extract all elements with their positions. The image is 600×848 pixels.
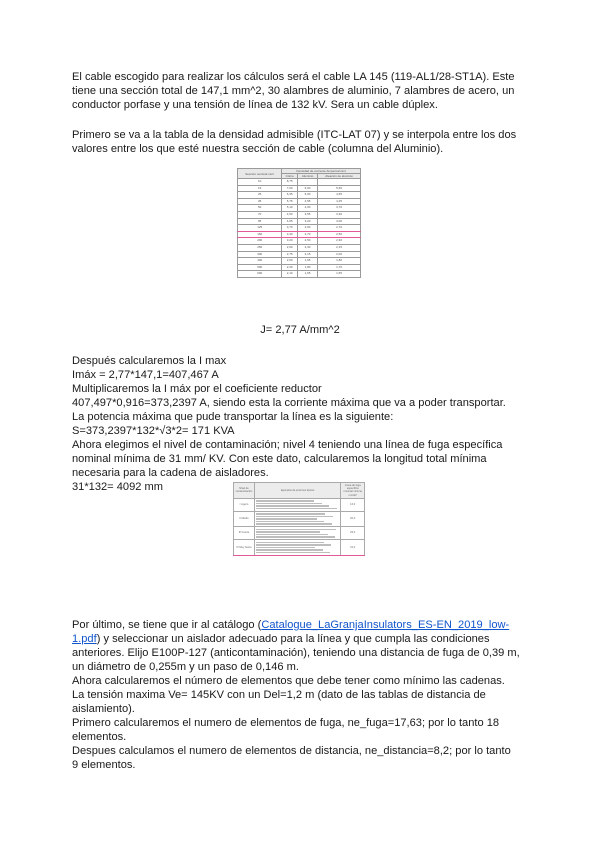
density-cell: 4,65 <box>318 192 361 199</box>
text-line: S=373,2397*132*√3*2= 171 KVA <box>72 425 235 437</box>
density-cell: 5,00 <box>297 192 317 199</box>
text-line: Primero calcularemos el numero de elementos de fuga, ne_fuga=17,63; por lo tanto 18 <box>72 717 500 729</box>
density-cell: 3,20 <box>297 218 317 225</box>
density-cell: 400 <box>238 258 282 265</box>
text-placeholder-bar <box>256 508 337 510</box>
text-placeholder-bar <box>256 549 323 551</box>
header-section: Sección nominal mm² <box>238 169 282 179</box>
text-line: La tensión maxima Ve= 145KV con un Del=1,2 m (dato de las tablas de distancia de <box>72 689 486 701</box>
pollution-table <box>233 482 365 556</box>
density-cell: 50 <box>238 205 282 212</box>
density-cell: 4,50 <box>282 211 298 218</box>
paragraph-catalogue <box>72 618 532 772</box>
pollution-creepage: 25,0 <box>341 527 365 540</box>
density-cell: 3,00 <box>318 218 361 225</box>
pollution-creepage: 16,0 <box>341 498 365 511</box>
density-cell <box>318 179 361 186</box>
density-row <box>238 271 361 278</box>
pollution-table-figure <box>233 482 365 604</box>
pollution-examples <box>254 511 340 527</box>
density-cell: 160 <box>238 231 282 238</box>
text-line: Ahora calcularemos el número de elementos que debe tener como mínimo las cadenas. <box>72 675 505 687</box>
density-cell: 2,15 <box>297 251 317 258</box>
pollution-row <box>234 511 365 527</box>
density-cell: 3,70 <box>282 225 298 232</box>
text-line: Imáx = 2,77*147,1=407,467 A <box>72 369 219 381</box>
density-cell: 300 <box>238 251 282 258</box>
text-line: La potencia máxima que pude transportar la línea es la siguiente: <box>72 411 394 423</box>
paragraph-calculations <box>72 354 532 494</box>
density-cell: 4,25 <box>318 198 361 205</box>
density-row <box>238 211 361 218</box>
density-cell: 250 <box>238 244 282 251</box>
header-group: Densidad de corriente Amperios/mm² <box>282 169 361 174</box>
text-placeholder-bar <box>256 518 317 520</box>
text-line: valores entre los que esté nuestra sección de cable (columna del Aluminio). <box>72 143 444 155</box>
text-line <box>72 618 532 632</box>
density-cell: 6,35 <box>282 192 298 199</box>
density-row <box>238 225 361 232</box>
text-line: Ahora elegimos el nivel de contaminación; nivel 4 teniendo una línea de fuga específica <box>72 439 503 451</box>
density-cell: 4,55 <box>297 198 317 205</box>
text-placeholder-bar <box>256 513 325 515</box>
text-line: Multiplicaremos la I máx por el coeficiente reductor <box>72 383 322 395</box>
text-line: 407,497*0,916=373,2397 A, siendo esta la corriente máxima que va a poder transportar. <box>72 397 506 409</box>
density-cell <box>297 179 317 186</box>
text-placeholder-bar <box>256 529 336 531</box>
density-cell: 35 <box>238 198 282 205</box>
density-row <box>238 244 361 251</box>
density-cell: 1,65 <box>297 271 317 278</box>
text-line: elementos. <box>72 731 127 743</box>
density-cell: 6,00 <box>297 185 317 192</box>
header-copper: Cobre <box>282 174 298 179</box>
density-cell: 5,60 <box>318 185 361 192</box>
density-cell: 8,75 <box>282 179 298 186</box>
pollution-level: IV Muy fuerte <box>234 540 255 556</box>
density-cell: 2,70 <box>297 231 317 238</box>
text-line: anteriores. Elijo E100P-127 (anticontaminación), teniendo una distancia de fuga de 0,39 m, <box>72 647 520 659</box>
density-cell: 1,70 <box>318 264 361 271</box>
density-table-figure <box>237 168 361 308</box>
text-run: ) y seleccionar un aislador adecuado para la línea y que cumpla las condiciones <box>96 633 490 645</box>
text-line: conductor porfase y una tensión de línea de 132 kV. Sera un cable dúplex. <box>72 99 438 111</box>
density-table-body <box>238 179 361 278</box>
text-placeholder-bar <box>256 534 328 536</box>
pollution-table-body <box>234 498 365 555</box>
text-placeholder-bar <box>256 536 335 538</box>
density-cell: 4,05 <box>282 218 298 225</box>
text-line: un diámetro de 0,255m y un paso de 0,146 m. <box>72 661 299 673</box>
density-cell: 95 <box>238 218 282 225</box>
text-line: Despues calculamos el numero de elementos de distancia, ne_distancia=8,2; por lo tanto <box>72 745 511 757</box>
density-cell: 2,50 <box>297 238 317 245</box>
density-cell: 2,00 <box>318 251 361 258</box>
text-line <box>72 632 532 646</box>
pollution-creepage: 20,0 <box>341 511 365 527</box>
density-cell: 2,70 <box>318 225 361 232</box>
text-placeholder-bar <box>256 503 322 505</box>
pollution-row <box>234 540 365 556</box>
density-row <box>238 192 361 199</box>
pollution-examples <box>254 498 340 511</box>
density-cell: 15 <box>238 185 282 192</box>
paragraph-cable <box>72 70 532 112</box>
header-alloy: Aleación de aluminio <box>318 174 361 179</box>
density-cell: 2,30 <box>318 238 361 245</box>
paragraph-density <box>72 128 532 156</box>
pollution-examples <box>254 540 340 556</box>
density-cell: 500 <box>238 264 282 271</box>
header-creepage: Línea de fuga específica nominal mínima mm/kV <box>341 483 365 499</box>
density-cell: 3,20 <box>282 238 298 245</box>
density-row <box>238 231 361 238</box>
density-cell: 7,60 <box>282 185 298 192</box>
density-cell: 2,90 <box>282 244 298 251</box>
text-line: aislamiento). <box>72 703 135 715</box>
catalogue-link-continued[interactable]: 1.pdf <box>72 633 97 645</box>
density-cell: 5,75 <box>282 198 298 205</box>
density-cell: 10 <box>238 179 282 186</box>
density-cell: 2,50 <box>282 258 298 265</box>
text-placeholder-bar <box>256 547 315 549</box>
text-line: nominal mínima de 31 mm/ KV. Con este dato, calcularemos la longitud total mínima <box>72 453 487 465</box>
density-row <box>238 258 361 265</box>
text-line: El cable escogido para realizar los cálculos será el cable LA 145 (119-AL1/28-ST1A). Este <box>72 71 515 83</box>
text-run: Por último, se tiene que ir al catálogo ( <box>72 619 262 631</box>
text-placeholder-bar <box>256 523 332 525</box>
text-placeholder-bar <box>256 516 333 518</box>
density-row <box>238 251 361 258</box>
density-cell: 2,15 <box>318 244 361 251</box>
density-row <box>238 238 361 245</box>
text-placeholder-bar <box>256 552 330 554</box>
pollution-level: II Medio <box>234 511 255 527</box>
text-line: necesaria para la cadena de aisladores. <box>72 467 269 479</box>
density-cell: 3,40 <box>282 231 298 238</box>
catalogue-link[interactable]: Catalogue_LaGranjaInsulators_ES-EN_2019_low- <box>261 619 510 631</box>
density-cell: 3,70 <box>318 205 361 212</box>
text-line: 9 elementos. <box>72 759 136 771</box>
text-placeholder-bar <box>256 542 324 544</box>
text-line: tiene una sección total de 147,1 mm^2, 30 alambres de aluminio, 7 alambres de acero, un <box>72 85 515 97</box>
result-density: J= 2,77 A/mm^2 <box>260 324 340 336</box>
density-row <box>238 205 361 212</box>
density-cell: 25 <box>238 192 282 199</box>
text-placeholder-bar <box>256 505 329 507</box>
density-table <box>237 168 361 278</box>
pollution-row <box>234 498 365 511</box>
density-cell: 1,95 <box>297 258 317 265</box>
density-cell: 2,10 <box>282 271 298 278</box>
text-placeholder-bar <box>256 521 324 523</box>
pollution-examples <box>254 527 340 540</box>
density-cell: 2,30 <box>282 264 298 271</box>
pollution-level: I Ligero <box>234 498 255 511</box>
density-cell: 2,50 <box>318 231 361 238</box>
density-cell: 600 <box>238 271 282 278</box>
text-placeholder-bar <box>256 544 331 546</box>
density-row <box>238 185 361 192</box>
text-line: 31*132= 4092 mm <box>72 481 163 493</box>
density-row <box>238 179 361 186</box>
density-cell: 3,30 <box>318 211 361 218</box>
density-cell: 2,75 <box>282 251 298 258</box>
density-cell: 1,55 <box>318 271 361 278</box>
pollution-creepage: 31,0 <box>341 540 365 556</box>
density-cell: 1,80 <box>318 258 361 265</box>
density-cell: 2,30 <box>297 244 317 251</box>
density-cell: 70 <box>238 211 282 218</box>
header-examples: Ejemplos de entornos típicos <box>254 483 340 499</box>
text-placeholder-bar <box>256 500 314 502</box>
density-row <box>238 198 361 205</box>
density-cell: 1,80 <box>297 264 317 271</box>
text-line: Después calcularemos la I max <box>72 355 227 367</box>
density-cell: 2,90 <box>297 225 317 232</box>
density-row <box>238 264 361 271</box>
density-cell: 125 <box>238 225 282 232</box>
density-row <box>238 218 361 225</box>
text-placeholder-bar <box>256 531 320 533</box>
density-cell: 4,00 <box>297 205 317 212</box>
pollution-row <box>234 527 365 540</box>
text-line: Primero se va a la tabla de la densidad admisible (ITC-LAT 07) y se interpola entre los dos <box>72 129 517 141</box>
header-level: Nivel de contaminación <box>234 483 255 499</box>
pollution-level: III Fuerte <box>234 527 255 540</box>
density-cell: 200 <box>238 238 282 245</box>
density-cell: 5,10 <box>282 205 298 212</box>
density-cell: 3,55 <box>297 211 317 218</box>
header-aluminium: Aluminio <box>297 174 317 179</box>
